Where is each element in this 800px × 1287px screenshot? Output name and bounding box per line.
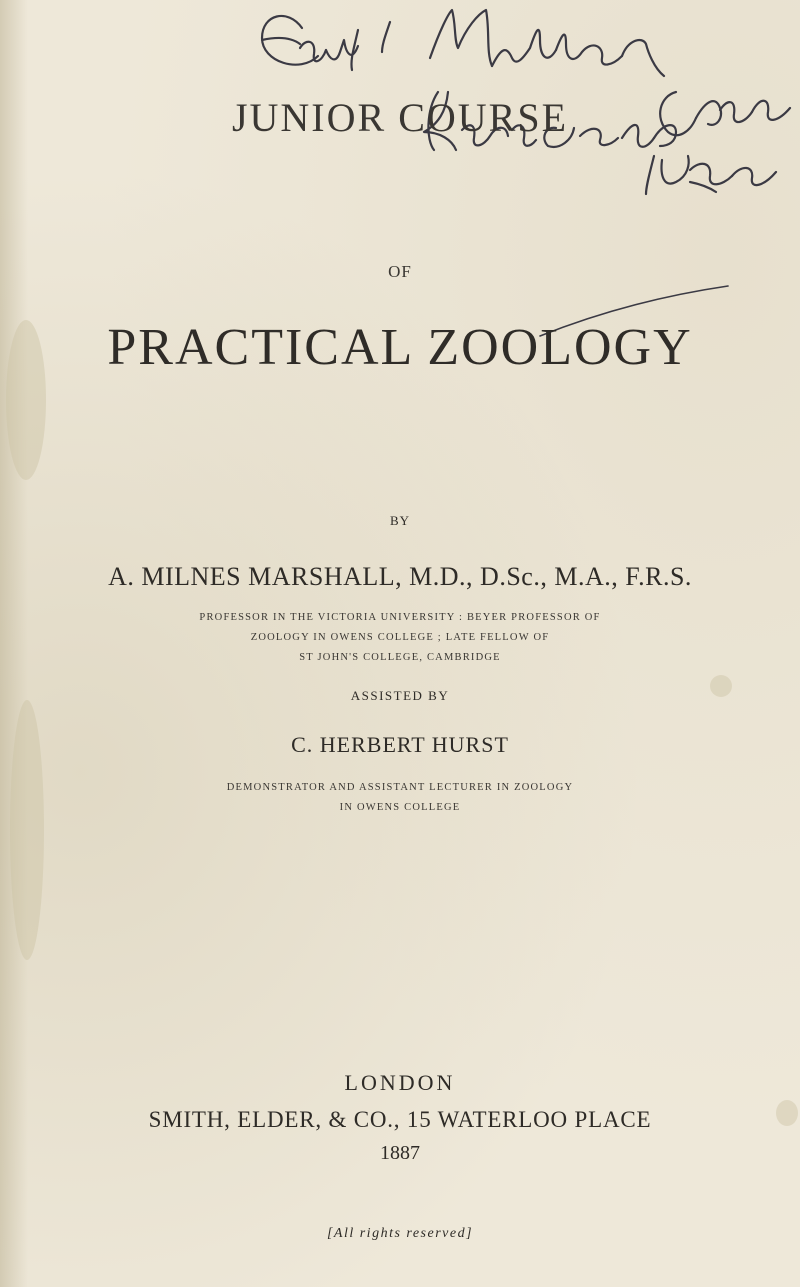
imprint-year: 1887 [380, 1142, 420, 1164]
affiliation-line: PROFESSOR IN THE VICTORIA UNIVERSITY : BEYER PROFESSOR OF [199, 612, 601, 623]
affiliation-line: ST JOHN'S COLLEGE, CAMBRIDGE [299, 652, 501, 663]
title-line-2: OF [388, 262, 412, 281]
assistant-affiliation [0, 778, 800, 818]
imprint-city: LONDON [344, 1070, 456, 1095]
imprint-publisher: SMITH, ELDER, & CO., 15 WATERLOO PLACE [148, 1107, 652, 1132]
main-title: PRACTICAL ZOOLOGY [107, 319, 693, 376]
title-line-1: JUNIOR COURSE [231, 95, 569, 140]
by-label: BY [389, 513, 411, 528]
assisted-by-label: ASSISTED BY [350, 688, 450, 703]
handwritten-signature [0, 0, 800, 360]
assistant-affiliation-line: IN OWENS COLLEGE [339, 802, 461, 813]
author-name: A. MILNES MARSHALL, M.D., D.Sc., M.A., F.R.S. [108, 562, 692, 591]
assistant-affiliation-line: DEMONSTRATOR AND ASSISTANT LECTURER IN ZOOLOGY [226, 782, 574, 793]
assistant-name: C. HERBERT HURST [291, 732, 509, 757]
author-affiliation [0, 608, 800, 668]
rights-notice: [All rights reserved] [326, 1226, 474, 1241]
affiliation-line: ZOOLOGY IN OWENS COLLEGE ; LATE FELLOW OF [250, 632, 550, 643]
